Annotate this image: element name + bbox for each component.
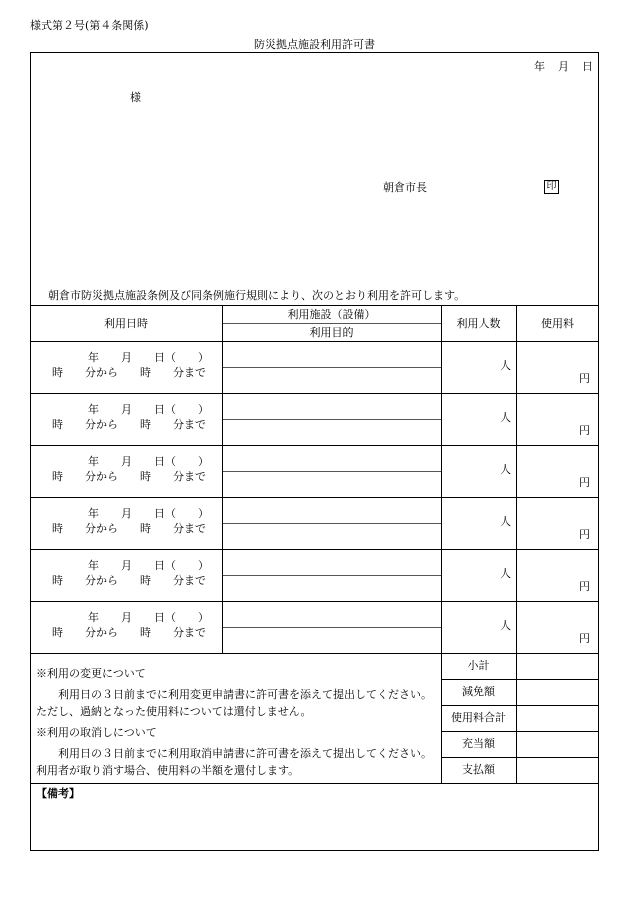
row-facility-cell[interactable] xyxy=(223,550,440,574)
row-purpose-cell[interactable] xyxy=(223,524,440,548)
note-cancel-heading: ※利用の取消しについて xyxy=(36,726,157,739)
row-fee-unit: 円 xyxy=(579,528,590,541)
row-people-unit: 人 xyxy=(500,515,511,528)
permission-statement: 朝倉市防災拠点施設条例及び同条例施行規則により、次のとおり利用を許可します。 xyxy=(48,289,466,302)
row-date: 年 月 日（ ） xyxy=(88,559,209,572)
issuer-name: 朝倉市長 xyxy=(383,181,427,194)
row-date: 年 月 日（ ） xyxy=(88,403,209,416)
row-time: 時 分から 時 分まで xyxy=(52,418,206,431)
row-facility-cell[interactable] xyxy=(223,342,440,366)
seal-char: 印 xyxy=(546,181,557,192)
row-fee-unit: 円 xyxy=(579,372,590,385)
row-time: 時 分から 時 分まで xyxy=(52,470,206,483)
document-title: 防災拠点施設利用許可書 xyxy=(254,38,375,51)
row-facility-cell[interactable] xyxy=(223,446,440,470)
row-people-unit: 人 xyxy=(500,359,511,372)
row-date: 年 月 日（ ） xyxy=(88,455,209,468)
row-time: 時 分から 時 分まで xyxy=(52,626,206,639)
row-date: 年 月 日（ ） xyxy=(88,351,209,364)
note-cancel-text: 利用日の３日前までに利用取消申請書に許可書を添えて提出してください。利用者が取り消す場合、使用料の半額を還付します。 xyxy=(36,747,432,777)
summary-subtotal: 小計 xyxy=(467,659,490,672)
row-fee-unit: 円 xyxy=(579,476,590,489)
row-people-unit: 人 xyxy=(500,411,511,424)
row-fee-unit: 円 xyxy=(579,424,590,437)
row-fee-unit: 円 xyxy=(579,580,590,593)
header-datetime: 利用日時 xyxy=(104,317,148,330)
row-purpose-cell[interactable] xyxy=(223,368,440,392)
row-facility-cell[interactable] xyxy=(223,602,440,626)
summary-fee-total: 使用料合計 xyxy=(451,711,506,724)
header-facility: 利用施設（設備） xyxy=(287,308,376,321)
header-people: 利用人数 xyxy=(456,317,501,330)
summary-payment: 支払額 xyxy=(462,763,495,776)
row-purpose-cell[interactable] xyxy=(223,576,440,600)
remarks-label: 【備考】 xyxy=(36,787,80,800)
addressee-suffix: 様 xyxy=(130,91,141,104)
row-people-unit: 人 xyxy=(500,463,511,476)
note-change-text: 利用日の３日前までに利用変更申請書に許可書を添えて提出してください。ただし、過納となった使用料については還付しません。 xyxy=(36,688,432,718)
seal-mark xyxy=(544,180,559,194)
row-purpose-cell[interactable] xyxy=(223,628,440,652)
row-people-unit: 人 xyxy=(500,619,511,632)
summary-reduction: 減免額 xyxy=(462,685,495,698)
form-id: 様式第２号(第４条関係) xyxy=(30,19,149,32)
row-facility-cell[interactable] xyxy=(223,394,440,418)
row-purpose-cell[interactable] xyxy=(223,420,440,444)
row-date: 年 月 日（ ） xyxy=(88,507,209,520)
row-people-unit: 人 xyxy=(500,567,511,580)
row-time: 時 分から 時 分まで xyxy=(52,522,206,535)
row-fee-unit: 円 xyxy=(579,632,590,645)
row-time: 時 分から 時 分まで xyxy=(52,366,206,379)
summary-applied: 充当額 xyxy=(462,737,495,750)
row-date: 年 月 日（ ） xyxy=(88,611,209,624)
header-purpose: 利用目的 xyxy=(309,326,354,339)
row-purpose-cell[interactable] xyxy=(223,472,440,496)
row-facility-cell[interactable] xyxy=(223,498,440,522)
date-line: 年 月 日 xyxy=(534,60,594,73)
header-fee: 使用料 xyxy=(541,317,574,330)
note-change-heading: ※利用の変更について xyxy=(36,667,146,680)
row-time: 時 分から 時 分まで xyxy=(52,574,206,587)
